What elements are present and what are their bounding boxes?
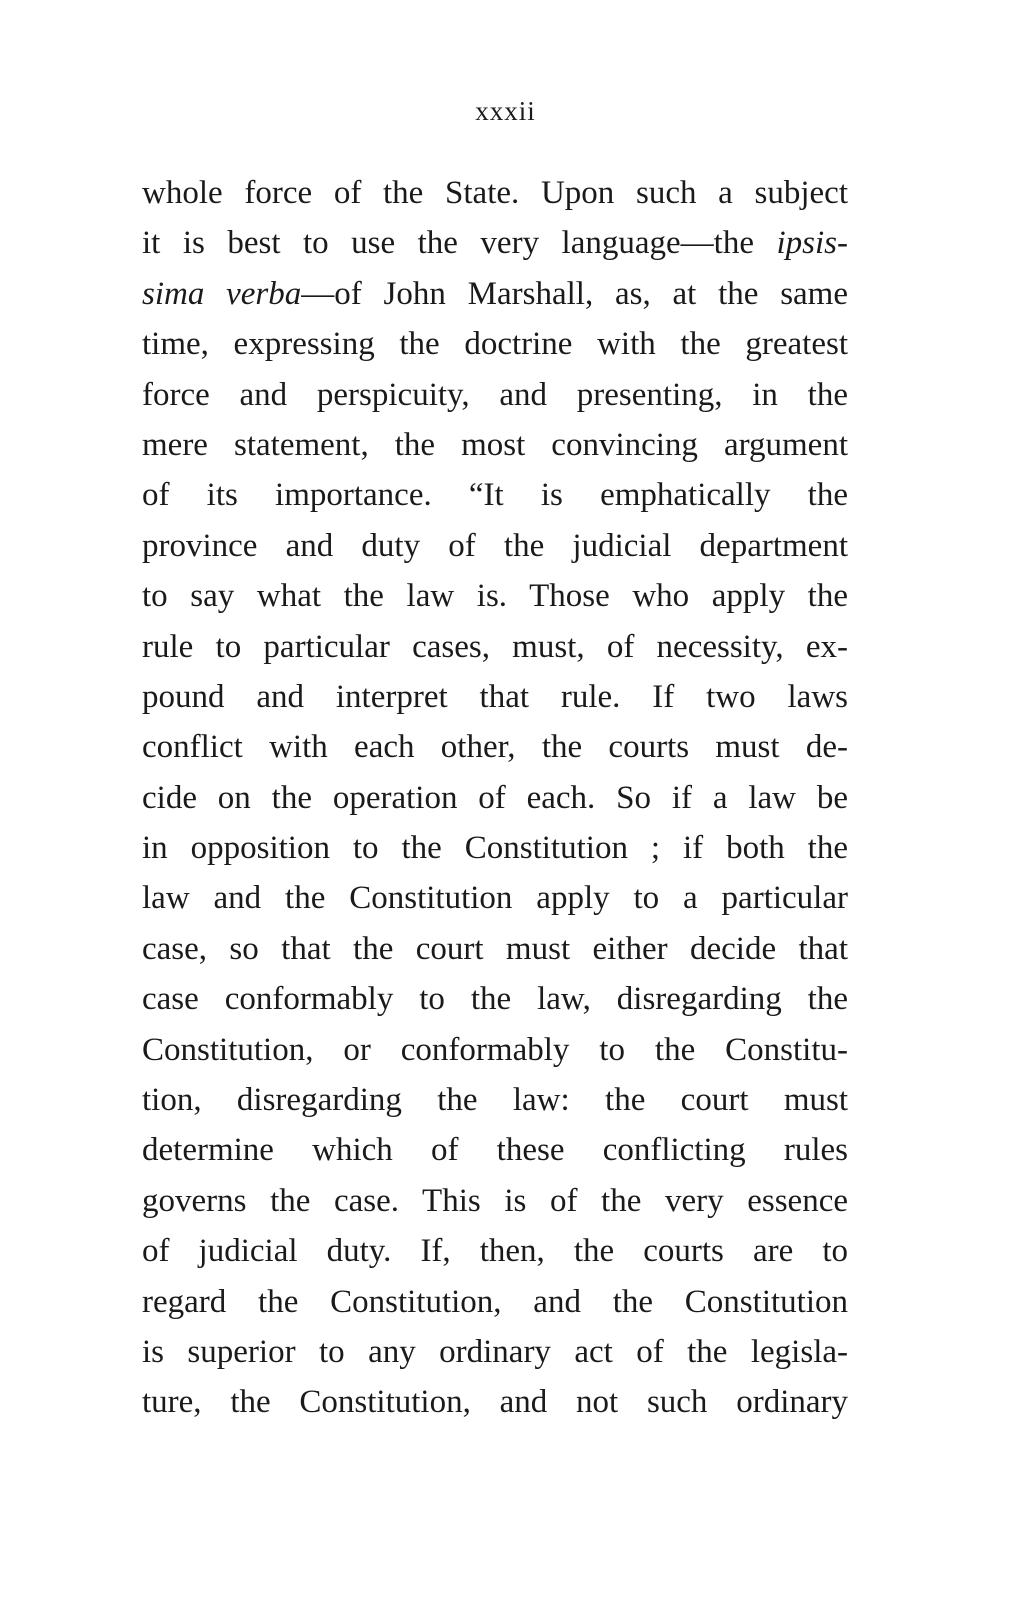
text-line [142, 218, 848, 268]
text-line [142, 873, 848, 923]
text-line [142, 269, 848, 319]
text-line [142, 1125, 848, 1175]
italic-text-run: ipsis- [776, 225, 848, 262]
text-run: province and duty of the judicial department [142, 527, 848, 564]
text-run: Constitution, or conformably to the Constitu- [142, 1031, 848, 1068]
text-run: force and perspicuity, and presenting, in the [142, 376, 848, 413]
text-line [142, 1226, 848, 1276]
text-run: tion, disregarding the law: the court must [142, 1082, 848, 1119]
text-run: regard the Constitution, and the Constitution [142, 1283, 848, 1320]
text-line [142, 420, 848, 470]
text-line [142, 470, 848, 520]
text-run: time, expressing the doctrine with the greatest [142, 326, 848, 363]
text-line [142, 319, 848, 369]
text-line [142, 1377, 848, 1427]
text-line [142, 1025, 848, 1075]
text-line [142, 773, 848, 823]
text-run: whole force of the State. Upon such a subject [142, 175, 848, 211]
text-run: determine which of these conflicting rules [142, 1132, 848, 1169]
text-line [142, 1176, 848, 1226]
text-line [142, 1277, 848, 1327]
text-run: —of John Marshall, as, at the same [301, 275, 849, 312]
text-line [142, 924, 848, 974]
page-number: xxxii [475, 96, 536, 126]
text-run: mere statement, the most convincing argument [142, 426, 848, 463]
text-run: law and the Constitution apply to a particular [142, 880, 848, 917]
text-run: to say what the law is. Those who apply the [142, 578, 848, 615]
text-run: in opposition to the Constitution ; if both the [142, 830, 848, 867]
text-line [142, 1327, 848, 1377]
body-text [142, 168, 848, 1428]
text-line [142, 722, 848, 772]
text-run: case, so that the court must either decide that [142, 930, 848, 967]
text-line [142, 672, 848, 722]
italic-text-run: sima verba [142, 275, 302, 312]
text-line [142, 168, 848, 218]
text-run: cide on the operation of each. So if a law be [142, 779, 848, 816]
text-run: of its importance. “It is emphatically the [142, 477, 848, 514]
text-run: pound and interpret that rule. If two laws [142, 678, 848, 715]
text-run: rule to particular cases, must, of necessity, ex- [142, 628, 848, 665]
text-line [142, 370, 848, 420]
text-line [142, 622, 848, 672]
text-line [142, 1075, 848, 1125]
text-run: case conformably to the law, disregarding the [142, 981, 848, 1018]
text-run: is superior to any ordinary act of the legisla- [142, 1333, 848, 1370]
text-run: governs the case. This is of the very essence [142, 1182, 848, 1219]
text-run: it is best to use the very language—the [142, 225, 777, 262]
text-run: ture, the Constitution, and not such ordinary [142, 1384, 848, 1421]
text-line [142, 521, 848, 571]
text-line [142, 571, 848, 621]
text-line [142, 823, 848, 873]
text-run: of judicial duty. If, then, the courts are to [142, 1233, 848, 1270]
text-line [142, 974, 848, 1024]
text-run: conflict with each other, the courts must de- [142, 729, 848, 766]
